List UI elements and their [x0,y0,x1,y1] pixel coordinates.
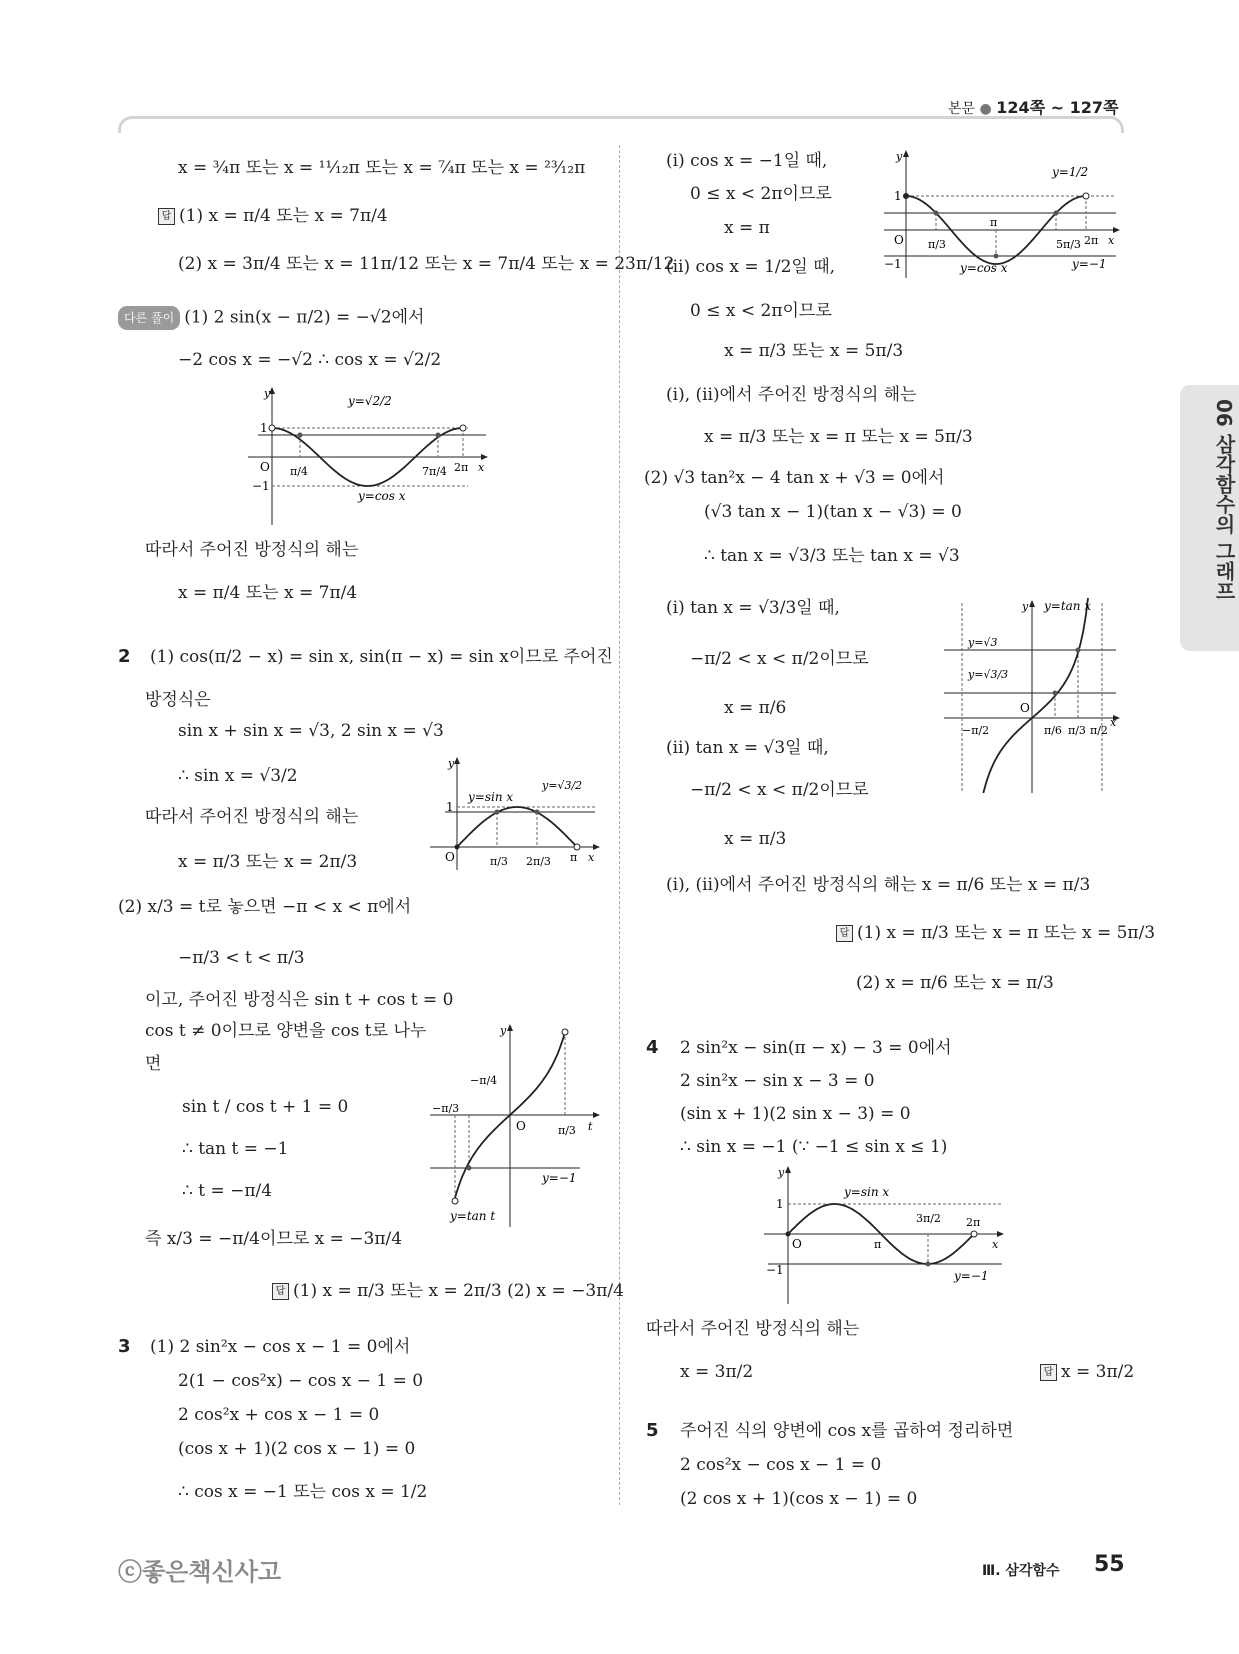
svg-text:y=sin x: y=sin x [468,790,514,804]
svg-text:2π: 2π [1084,234,1099,247]
svg-text:2π: 2π [454,461,469,474]
svg-text:π/3: π/3 [558,1124,576,1137]
solution-line: (1) 2 sin²x − cos x − 1 = 0에서 [150,1337,411,1357]
svg-text:y=tan t: y=tan t [450,1209,496,1223]
solution-line: −π/3 < t < π/3 [178,948,305,968]
svg-text:y: y [500,1024,507,1037]
solution-line: x = 3π/2 [680,1362,754,1382]
solution-line: 2 sin²x − sin x − 3 = 0 [680,1071,875,1091]
svg-text:y=√3: y=√3 [968,636,998,649]
answer-line: 답 (1) x = π/3 또는 x = π 또는 x = 5π/3 [836,922,1155,944]
svg-text:O: O [516,1119,526,1133]
solution-line: 이고, 주어진 방정식은 sin t + cos t = 0 [145,990,454,1010]
answer-line: 답 (1) x = π/4 또는 x = 7π/4 [158,205,388,227]
solution-line: (sin x + 1)(2 sin x − 3) = 0 [680,1104,911,1124]
svg-text:y: y [264,387,271,400]
graph-tan-x [940,598,1120,793]
svg-text:−π/4: −π/4 [470,1074,498,1087]
solution-line: (2) √3 tan²x − 4 tan x + √3 = 0에서 [644,468,945,488]
solution-line: (ⅰ) tan x = √3/3일 때, [666,598,840,618]
svg-text:y=√2/2: y=√2/2 [348,394,392,408]
solution-line: (ⅰ), (ⅱ)에서 주어진 방정식의 해는 x = π/6 또는 x = π/3 [666,875,1091,895]
svg-text:O: O [445,850,455,864]
svg-text:t: t [588,1120,593,1133]
svg-text:−π/3: −π/3 [432,1102,460,1115]
svg-text:y: y [778,1166,785,1179]
svg-text:π: π [990,216,998,229]
answer-mark: 답 [272,1283,289,1300]
solution-line: (ⅰ), (ⅱ)에서 주어진 방정식의 해는 [666,385,917,405]
svg-text:7π/4: 7π/4 [422,465,447,478]
solution-line: (ⅰ) cos x = −1일 때, [666,151,828,171]
graph-cos-sqrt2 [248,385,488,525]
svg-text:1: 1 [260,421,268,435]
svg-text:y=sin x: y=sin x [844,1185,890,1199]
solution-line: sin x + sin x = √3, 2 sin x = √3 [178,721,444,741]
solution-line: 2 sin²x − sin(π − x) − 3 = 0에서 [680,1038,952,1058]
svg-text:1: 1 [446,800,454,814]
svg-text:y: y [448,757,455,770]
solution-line: 면 [145,1054,162,1074]
problem-number: 5 [646,1420,659,1441]
svg-text:2π/3: 2π/3 [526,855,551,868]
svg-text:π/2: π/2 [1090,724,1108,737]
svg-text:x: x [588,851,595,864]
svg-text:x: x [1108,234,1115,247]
solution-line: 방정식은 [145,690,211,710]
graph-sin-minus1 [764,1164,1004,1304]
solution-line: x = π/3 또는 x = π 또는 x = 5π/3 [704,427,973,447]
svg-text:y=−1: y=−1 [1072,257,1107,271]
solution-line: 0 ≤ x < 2π이므로 [690,184,832,204]
problem-number: 4 [646,1037,659,1058]
svg-text:3π/2: 3π/2 [916,1212,941,1225]
graph-tan-t [430,1022,600,1227]
svg-text:−π/2: −π/2 [962,724,990,737]
solution-line: x = π/3 또는 x = 5π/3 [724,341,904,361]
svg-text:y=tan x: y=tan x [1044,599,1092,613]
solution-line: 2 cos²x + cos x − 1 = 0 [178,1405,380,1425]
problem-number: 2 [118,646,131,667]
solution-line: ∴ cos x = −1 또는 cos x = 1/2 [178,1482,428,1502]
svg-text:π/3: π/3 [1068,724,1086,737]
svg-text:π/3: π/3 [490,855,508,868]
solution-line: 즉 x/3 = −π/4이므로 x = −3π/4 [145,1229,403,1249]
svg-text:x: x [1110,716,1117,729]
answer-mark: 답 [158,208,175,225]
solution-line: 주어진 식의 양변에 cos x를 곱하여 정리하면 [680,1421,1014,1441]
answer-line: (2) x = 3π/4 또는 x = 11π/12 또는 x = 7π/4 또는 x = 23π/12 [178,254,675,274]
problem-number: 3 [118,1336,131,1357]
svg-text:y: y [896,150,903,163]
solution-line: x = π/6 [724,698,787,718]
solution-line: x = π [724,218,770,238]
chapter-side-tab [1180,385,1239,651]
svg-text:−1: −1 [252,479,270,493]
answer-line: 답 (1) x = π/3 또는 x = 2π/3 (2) x = −3π/4 [272,1280,624,1302]
svg-text:2π: 2π [966,1216,981,1229]
svg-text:1: 1 [776,1197,784,1211]
solution-line: 0 ≤ x < 2π이므로 [690,301,832,321]
alternative-solution: 다른 풀이 (1) 2 sin(x − π/2) = −√2에서 [118,306,424,330]
svg-text:5π/3: 5π/3 [1056,238,1081,251]
answer-mark: 답 [836,925,853,942]
solution-line: ∴ sin x = −1 (∵ −1 ≤ sin x ≤ 1) [680,1137,948,1157]
solution-line: 따라서 주어진 방정식의 해는 [646,1319,860,1339]
svg-text:−1: −1 [884,257,902,271]
svg-text:y=−1: y=−1 [954,1269,989,1283]
svg-text:O: O [260,460,270,474]
page-number: 55 [1094,1552,1125,1577]
solution-line: (2) x/3 = t로 놓으면 −π < x < π에서 [118,897,412,917]
solution-line: (ⅱ) tan x = √3일 때, [666,738,829,758]
svg-text:y=cos x: y=cos x [960,261,1008,275]
solution-line: (ⅱ) cos x = 1/2일 때, [666,257,836,277]
solution-line: x = ³⁄₄π 또는 x = ¹¹⁄₁₂π 또는 x = ⁷⁄₄π 또는 x = ²³⁄₁₂π [178,158,586,178]
solution-line: ∴ tan t = −1 [182,1139,289,1159]
solution-line: x = π/3 [724,829,787,849]
svg-text:y=√3/3: y=√3/3 [968,668,1009,681]
publisher-logo: ⓒ좋은책신사고 [118,1558,282,1586]
solution-line: (2 cos x + 1)(cos x − 1) = 0 [680,1489,918,1509]
answer-mark: 답 [1040,1364,1057,1381]
svg-text:π/4: π/4 [290,465,308,478]
solution-line: (√3 tan x − 1)(tan x − √3) = 0 [704,502,962,522]
svg-text:O: O [792,1237,802,1251]
solution-line: x = π/4 또는 x = 7π/4 [178,583,358,603]
header-label: 본문 ● 124쪽 ~ 127쪽 [948,98,1119,117]
solution-line: 2 cos²x − cos x − 1 = 0 [680,1455,882,1475]
answer-line: 답 x = 3π/2 [1040,1361,1134,1383]
solution-line: sin t / cos t + 1 = 0 [182,1097,349,1117]
svg-text:y: y [1022,600,1029,613]
header-bar [118,116,1124,133]
solution-line: ∴ sin x = √3/2 [178,766,298,786]
svg-text:1: 1 [894,189,902,203]
svg-text:π: π [570,851,578,864]
svg-text:−1: −1 [766,1263,784,1277]
graph-sin-sqrt3 [430,755,600,870]
answer-line: (2) x = π/6 또는 x = π/3 [856,973,1054,993]
svg-text:y=cos x: y=cos x [358,489,406,503]
svg-text:π/3: π/3 [928,238,946,251]
solution-line: −π/2 < x < π/2이므로 [690,780,869,800]
chapter-title: 06 삼각함수의 그래프 [1212,399,1236,601]
svg-text:x: x [992,1238,999,1251]
svg-text:O: O [1020,701,1030,715]
svg-text:y=√3/2: y=√3/2 [542,779,583,792]
solution-line: (cos x + 1)(2 cos x − 1) = 0 [178,1439,416,1459]
solution-line: 따라서 주어진 방정식의 해는 [145,540,359,560]
svg-text:π/6: π/6 [1044,724,1062,737]
solution-line: cos t ≠ 0이므로 양변을 cos t로 나누 [145,1021,427,1041]
svg-text:π: π [874,1238,882,1251]
solution-line: ∴ tan x = √3/3 또는 tan x = √3 [704,546,960,566]
solution-line: −π/2 < x < π/2이므로 [690,649,869,669]
solution-line: x = π/3 또는 x = 2π/3 [178,852,358,872]
solution-line: 2(1 − cos²x) − cos x − 1 = 0 [178,1371,424,1391]
solution-line: ∴ t = −π/4 [182,1181,273,1201]
solution-line: 따라서 주어진 방정식의 해는 [145,807,359,827]
solution-line: (1) cos(π/2 − x) = sin x, sin(π − x) = sin x이므로 주어진 [150,647,613,667]
graph-cos-half [880,148,1120,278]
svg-text:y=1/2: y=1/2 [1052,165,1089,179]
solution-line: −2 cos x = −√2 ∴ cos x = √2/2 [178,350,442,370]
svg-text:O: O [894,233,904,247]
chapter-footer: Ⅲ. 삼각함수 [982,1563,1060,1579]
svg-text:x: x [478,461,485,474]
svg-text:y=−1: y=−1 [542,1171,577,1185]
alt-solution-badge: 다른 풀이 [118,306,180,330]
